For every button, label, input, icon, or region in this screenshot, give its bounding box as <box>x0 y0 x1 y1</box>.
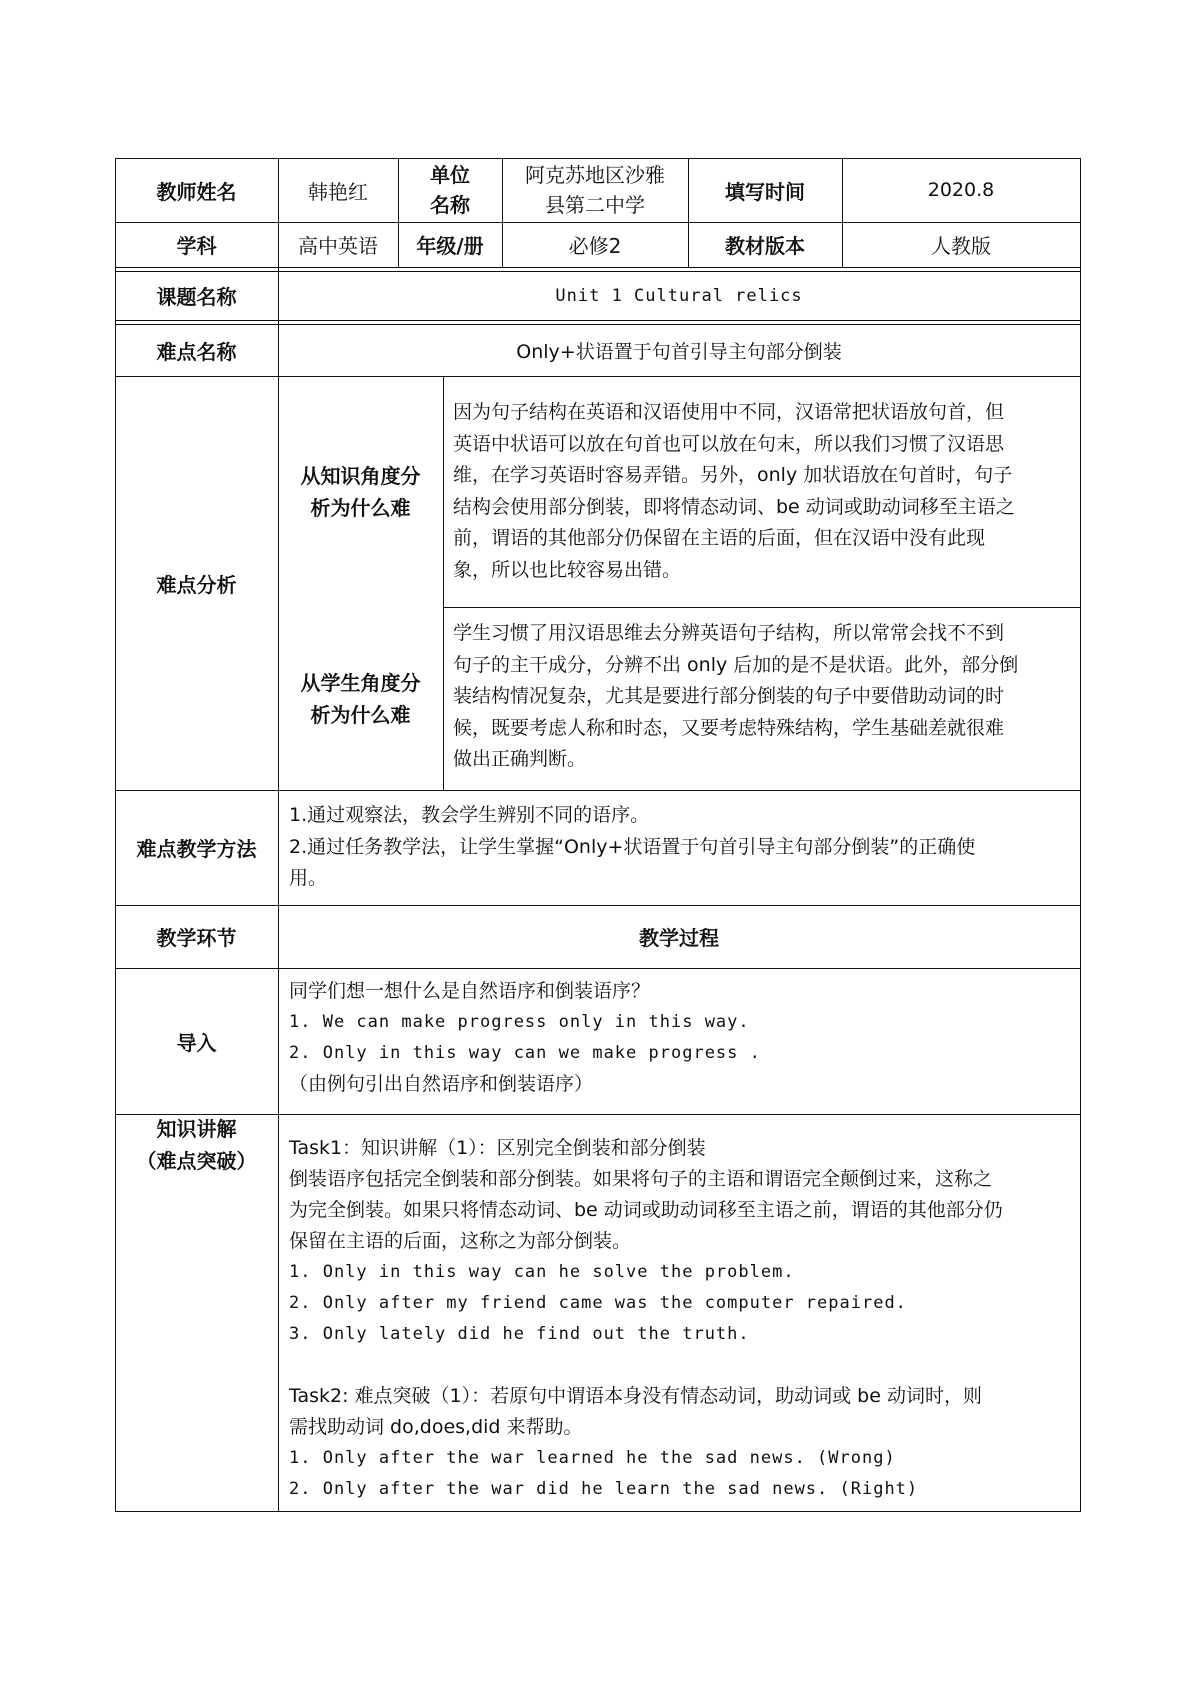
topic-value: Unit 1 Cultural relics <box>555 285 803 306</box>
intro-note: （由例句引出自然语序和倒装语序） <box>289 1073 594 1095</box>
intro-example: 2. Only in this way can we make progress . <box>289 1043 761 1063</box>
task2-text: 需找助动词 do,does,did 来帮助。 <box>289 1416 583 1438</box>
difficulty-value: Only+状语置于句首引导主句部分倒装 <box>516 340 842 363</box>
table-row-divider <box>443 607 1081 608</box>
subject-value: 高中英语 <box>298 234 378 258</box>
task1-example: 3. Only lately did he find out the truth. <box>289 1324 750 1344</box>
task1-title: Task1：知识讲解（1）：区别完全倒装和部分倒装 <box>289 1137 706 1159</box>
table-row-divider <box>115 320 1081 321</box>
task1-example: 1. Only in this way can he solve the problem. <box>289 1262 795 1282</box>
intro-example: 1. We can make progress only in this way. <box>289 1012 750 1032</box>
student-angle-text: 学生习惯了用汉语思维去分辨英语句子结构，所以常常会找不不到 句子的主干成分，分辨不出 only 后加的是不是状语。此外，部分倒 装结构情况复杂，尤其是要进行部分倒装的句子中要借助动词的时 候，既要考虑人称和时态，又要考虑特殊结构，学生基础差就很难 做出正确判断。 <box>453 622 1019 770</box>
knowledge-angle-text: 因为句子结构在英语和汉语使用中不同，汉语常把状语放句首，但 英语中状语可以放在句首也可以放在句末，所以我们习惯了汉语思 维，在学习英语时容易弄错。另外，only 加状语放在句首时，句子 结构会使用部分倒装，即将情态动词、be 动词或助动词移至主语之 前，谓语的其他部分仍保留在主语的后面，但在汉语中没有此现 象，所以也比较容易出错。 <box>453 401 1015 581</box>
grade-label: 年级/册 <box>416 234 484 258</box>
difficulty-label: 难点名称 <box>156 339 237 364</box>
subject-label: 学科 <box>176 234 217 258</box>
grade-value: 必修2 <box>568 234 622 258</box>
fill-date-label: 填写时间 <box>725 179 805 204</box>
table-border-right <box>1080 158 1081 1511</box>
teacher-name-value: 韩艳红 <box>308 179 368 204</box>
task2-example: 1. Only after the war learned he the sad news. (Wrong) <box>289 1448 896 1468</box>
method-label: 难点教学方法 <box>136 837 257 861</box>
fill-date-value: 2020.8 <box>927 179 995 201</box>
task2-text: Task2: 难点突破（1）：若原句中谓语本身没有情态动词，助动词或 be 动词时，则 <box>289 1385 982 1407</box>
intro-label: 导入 <box>176 1030 217 1055</box>
unit-name-value: 阿克苏地区沙雅 县第二中学 <box>525 163 665 217</box>
edition-label: 教材版本 <box>725 234 805 258</box>
knowledge-label: 知识讲解 （难点突破） <box>136 1117 257 1173</box>
topic-label: 课题名称 <box>156 285 237 309</box>
knowledge-content <box>289 1133 1075 1505</box>
edition-value: 人教版 <box>931 234 991 258</box>
unit-name-label: 单位 名称 <box>430 163 470 217</box>
task1-example: 2. Only after my friend came was the computer repaired. <box>289 1293 907 1313</box>
table-border-bottom <box>115 1511 1081 1512</box>
analysis-label: 难点分析 <box>156 572 237 597</box>
task1-text: 倒装语序包括完全倒装和部分倒装。如果将句子的主语和谓语完全颠倒过来，这称之 <box>289 1168 993 1190</box>
knowledge-angle-label: 从知识角度分 析为什么难 <box>300 463 421 520</box>
task1-text: 为完全倒装。如果只将情态动词、be 动词或助动词移至主语之前，谓语的其他部分仍 <box>289 1199 1003 1221</box>
task1-text: 保留在主语的后面，这称之为部分倒装。 <box>289 1230 632 1252</box>
student-angle-label: 从学生角度分 析为什么难 <box>300 670 421 727</box>
process-header-label: 教学过程 <box>639 926 719 950</box>
method-text: 1.通过观察法，教会学生辨别不同的语序。 2.通过任务教学法，让学生掌握“Only+状语置于句首引导主句部分倒装”的正确使 用。 <box>289 804 976 889</box>
task2-example: 2. Only after the war did he learn the sad news. (Right) <box>289 1479 919 1499</box>
stage-header-label: 教学环节 <box>156 926 237 950</box>
intro-content <box>289 976 1075 1100</box>
table-row-divider <box>115 267 1081 268</box>
teacher-name-label: 教师姓名 <box>156 179 237 204</box>
intro-question: 同学们想一想什么是自然语序和倒装语序？ <box>289 980 651 1002</box>
table-col-divider <box>443 376 444 790</box>
